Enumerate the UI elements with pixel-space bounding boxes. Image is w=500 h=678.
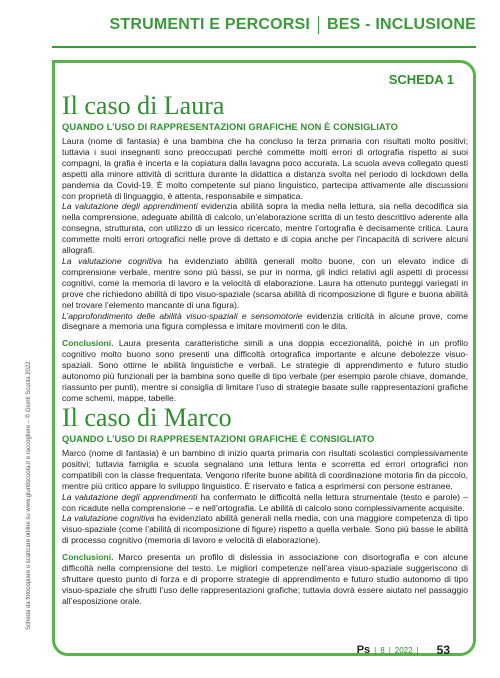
paragraph-lead: La valutazione cognitiva — [62, 255, 163, 266]
paragraph-lead: La valutazione cognitiva — [62, 513, 155, 524]
issue-year: 2022 — [394, 645, 413, 655]
paragraph: Laura (nome di fantasia) è una bambina che ha concluso la terza primaria con risultati molto positivi; tuttavia i suoi insegnanti sono preoccupati perché commette molti errori di ortografia rispetto ai suoi compagni, la grafia è incerta e la copiatura dalla lavagna poco accurata. La scuola aveva collegato questi aspetti alla minore attività di scrittura durante la didattica a distanza svolta nel periodo di lockdown della pandemia da Covid-19. È molto competente sul piano linguistico, partecipa attivamente alle discussioni con proprietà di linguaggio, è attenta, responsabile e simpatica. — [62, 136, 468, 201]
header-topic-label: BES - INCLUSIONE — [327, 16, 476, 33]
scheda-label: SCHEDA 1 — [388, 72, 454, 87]
page-number: 53 — [436, 643, 450, 657]
paragraph: La valutazione degli apprendimenti ha confermato le difficoltà nella lettura strumentale (testo e parole) – con ricadute nella comprensione – e nell’ortografia. Le abilità di calcolo sono complessivamente acquisite. — [62, 491, 468, 513]
case-title: Il caso di Laura — [62, 91, 225, 120]
paragraph-lead: La valutazione degli apprendimenti — [62, 201, 198, 212]
paragraph: L’approfondimento delle abilità visuo-spaziali e sensomotorie evidenzia criticità in alcune prove, come disegnare a memoria una figura complessa e imitare movimenti con le dita. — [62, 310, 468, 332]
paragraph: Marco (nome di fantasia) è un bambino di inizio quarta primaria con risultati scolastici complessivamente positivi; tuttavia famiglia e scuola segnalano una lettura lenta e scorretta ed errori ortografici non compatibili con la classe frequentata. Vengono riferite buone abilità di coordinazione motoria fin da piccolo, mentre più critico appare lo sviluppo linguistico. È riservato e fatica a esprimersi con persone estranee. — [62, 448, 468, 491]
paragraph-lead: La valutazione degli apprendimenti — [62, 491, 198, 502]
conclusion-paragraph: Conclusioni. Laura presenta caratteristiche simili a una doppia eccezionalità, poiché in un profilo cognitivo molto buono sono presenti una difficoltà ortografica importante e alcune debolezze visuo-spaziali. Sono ottime le abilità linguistiche e verbali. Le strategie di apprendimento e futuro studio autonomo più funzionali per la bambina sono quelle di tipo verbale (per esempio parole chiave, domande, riassunto per punti), mentre si consiglia di limitare l’uso di strategie basate sulle rappresentazioni grafiche come schemi, mappe, tabelle. — [62, 338, 468, 403]
paragraph: La valutazione degli apprendimenti evidenzia abilità sopra la media nella lettura, sia nella decodifica sia nella comprensione, adeguate abilità di calcolo, un’elaborazione scritta di un testo descrittivo aderente alla consegna, strutturata, con utilizzo di un lessico ricercato, mentre l’ortografia è decisamente critica. Laura commette molti errori ortografici nelle prove di dettato e di copia anche per l’incapacità di scrivere alcuni allografi. — [62, 201, 468, 256]
case-title: Il caso di Marco — [62, 403, 232, 432]
header-rule — [52, 46, 476, 48]
issue-number: 8 — [380, 645, 385, 655]
footer-divider: | — [374, 645, 377, 655]
paragraph-lead: L’approfondimento delle abilità visuo-spaziali e sensomotorie — [62, 310, 303, 321]
case-laura — [62, 92, 468, 404]
case-marco — [62, 404, 468, 607]
case-subtitle: QUANDO L’USO DI RAPPRESENTAZIONI GRAFICHE NON È CONSIGLIATO — [62, 122, 398, 132]
magazine-logo: Ps — [356, 644, 371, 656]
paragraph: La valutazione cognitiva ha evidenziato abilità generali molto buone, con un elevato indice di comprensione verbale, mentre sono più bassi, se pur in norma, gli indici relativi agli aspetti di processi cognitivi, come la memoria di lavoro e la velocità di elaborazione. Laura ha ottenuto punteggi variegati in prove che richiedono abilità di tipo visuo-spaziale (scarsa abilità di ricomposizione di figure e buona abilità nel trovare l’elemento mancante di una figura). — [62, 255, 468, 310]
page-header — [110, 16, 476, 34]
conclusion-paragraph: Conclusioni. Marco presenta un profilo di dislessia in associazione con disortografia e con alcune difficoltà nella comprensione del testo. Le migliori competenze nell’area visuo-spaziale suggeriscono di sfruttare questo punto di forza e di proporre strategie di apprendimento e futuro studio autonomo di tipo visuo-spaziale che sfrutti l’uso delle rappresentazioni grafiche; tuttavia dovrà essere aiutato nel passaggio all’esposizione orale. — [62, 552, 468, 606]
page-footer — [357, 643, 450, 657]
side-copyright-note: Scheda da fotocopiare o scaricare online su www.giuntiscuola.it e raccogliere – © Giunti Scuola 2022 — [26, 361, 32, 630]
footer-divider: | — [416, 645, 419, 655]
case-body — [62, 448, 468, 607]
paragraph: La valutazione cognitiva ha evidenziato abilità generali nella media, con una maggiore competenza di tipo visuo-spaziale (come l’abilità di ricomposizione di figure) rispetto a quella verbale. Sono più basse le abilità di processo cognitivo (memoria di lavoro e velocità di elaborazione). — [62, 513, 468, 546]
case-subtitle: QUANDO L’USO DI RAPPRESENTAZIONI GRAFICHE È CONSIGLIATO — [62, 434, 375, 444]
case-body — [62, 136, 468, 404]
header-section-label: STRUMENTI E PERCORSI — [109, 16, 310, 33]
footer-divider: | — [388, 645, 391, 655]
header-divider — [318, 16, 319, 34]
